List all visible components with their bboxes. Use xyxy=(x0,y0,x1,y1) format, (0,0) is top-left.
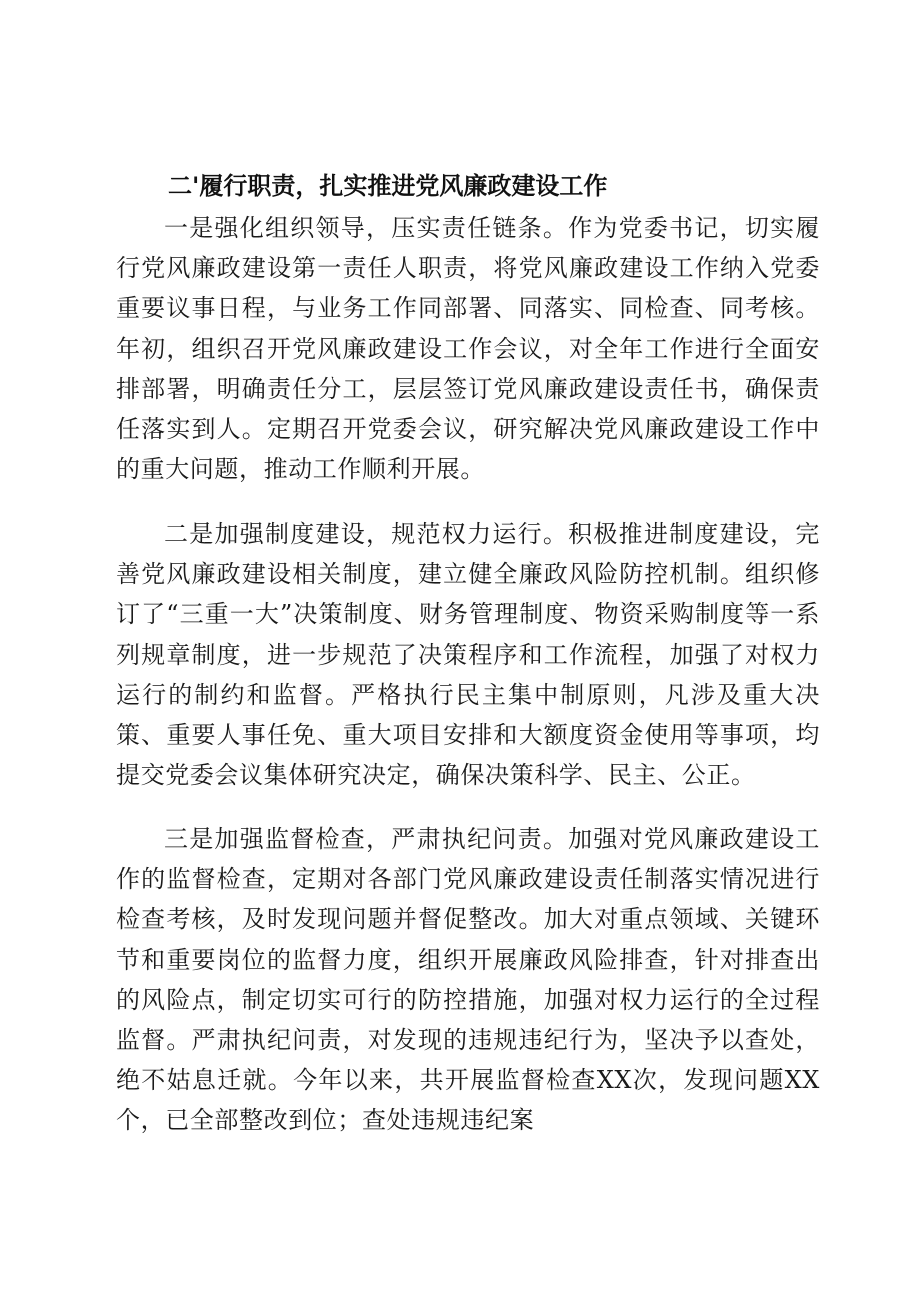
paragraph-organization-leadership: 一是强化组织领导，压实责任链条。作为党委书记，切实履行党风廉政建设第一责任人职责，将党风廉政建设工作纳入党委重要议事日程，与业务工作同部署、同落实、同检查、同考核。年初，组织召开党风廉政建设工作会议，对全年工作进行全面安排部署，明确责任分工，层层签订党风廉政建设责任书，确保责任落实到人。定期召开党委会议，研究解决党风廉政建设工作中的重大问题，推动工作顺利开展。 xyxy=(116,214,820,484)
paragraph-system-building: 二是加强制度建设，规范权力运行。积极推进制度建设，完善党风廉政建设相关制度，建立健全廉政风险防控机制。组织修订了“三重一大”决策制度、财务管理制度、物资采购制度等一系列规章制度，进一步规范了决策程序和工作流程，加强了对权力运行的制约和监督。严格执行民主集中制原则，凡涉及重大决策、重要人事任免、重大项目安排和大额度资金使用等事项，均提交党委会议集体研究决定，确保决策科学、民主、公正。 xyxy=(116,520,820,790)
paragraph-supervision-inspection: 三是加强监督检查，严肃执纪问责。加强对党风廉政建设工作的监督检查，定期对各部门党风廉政建设责任制落实情况进行检查考核，及时发现问题并督促整改。加大对重点领域、关键环节和重要岗位的监督力度，组织开展廉政风险排查，针对排查出的风险点，制定切实可行的防控措施，加强对权力运行的全过程监督。严肃执纪问责，对发现的违规违纪行为，坚决予以查处，绝不姑息迁就。今年以来，共开展监督检查XX次，发现问题XX个，已全部整改到位；查处违规违纪案 xyxy=(116,825,820,1135)
section-heading: 二'履行职责，扎实推进党风廉政建设工作 xyxy=(168,172,608,200)
